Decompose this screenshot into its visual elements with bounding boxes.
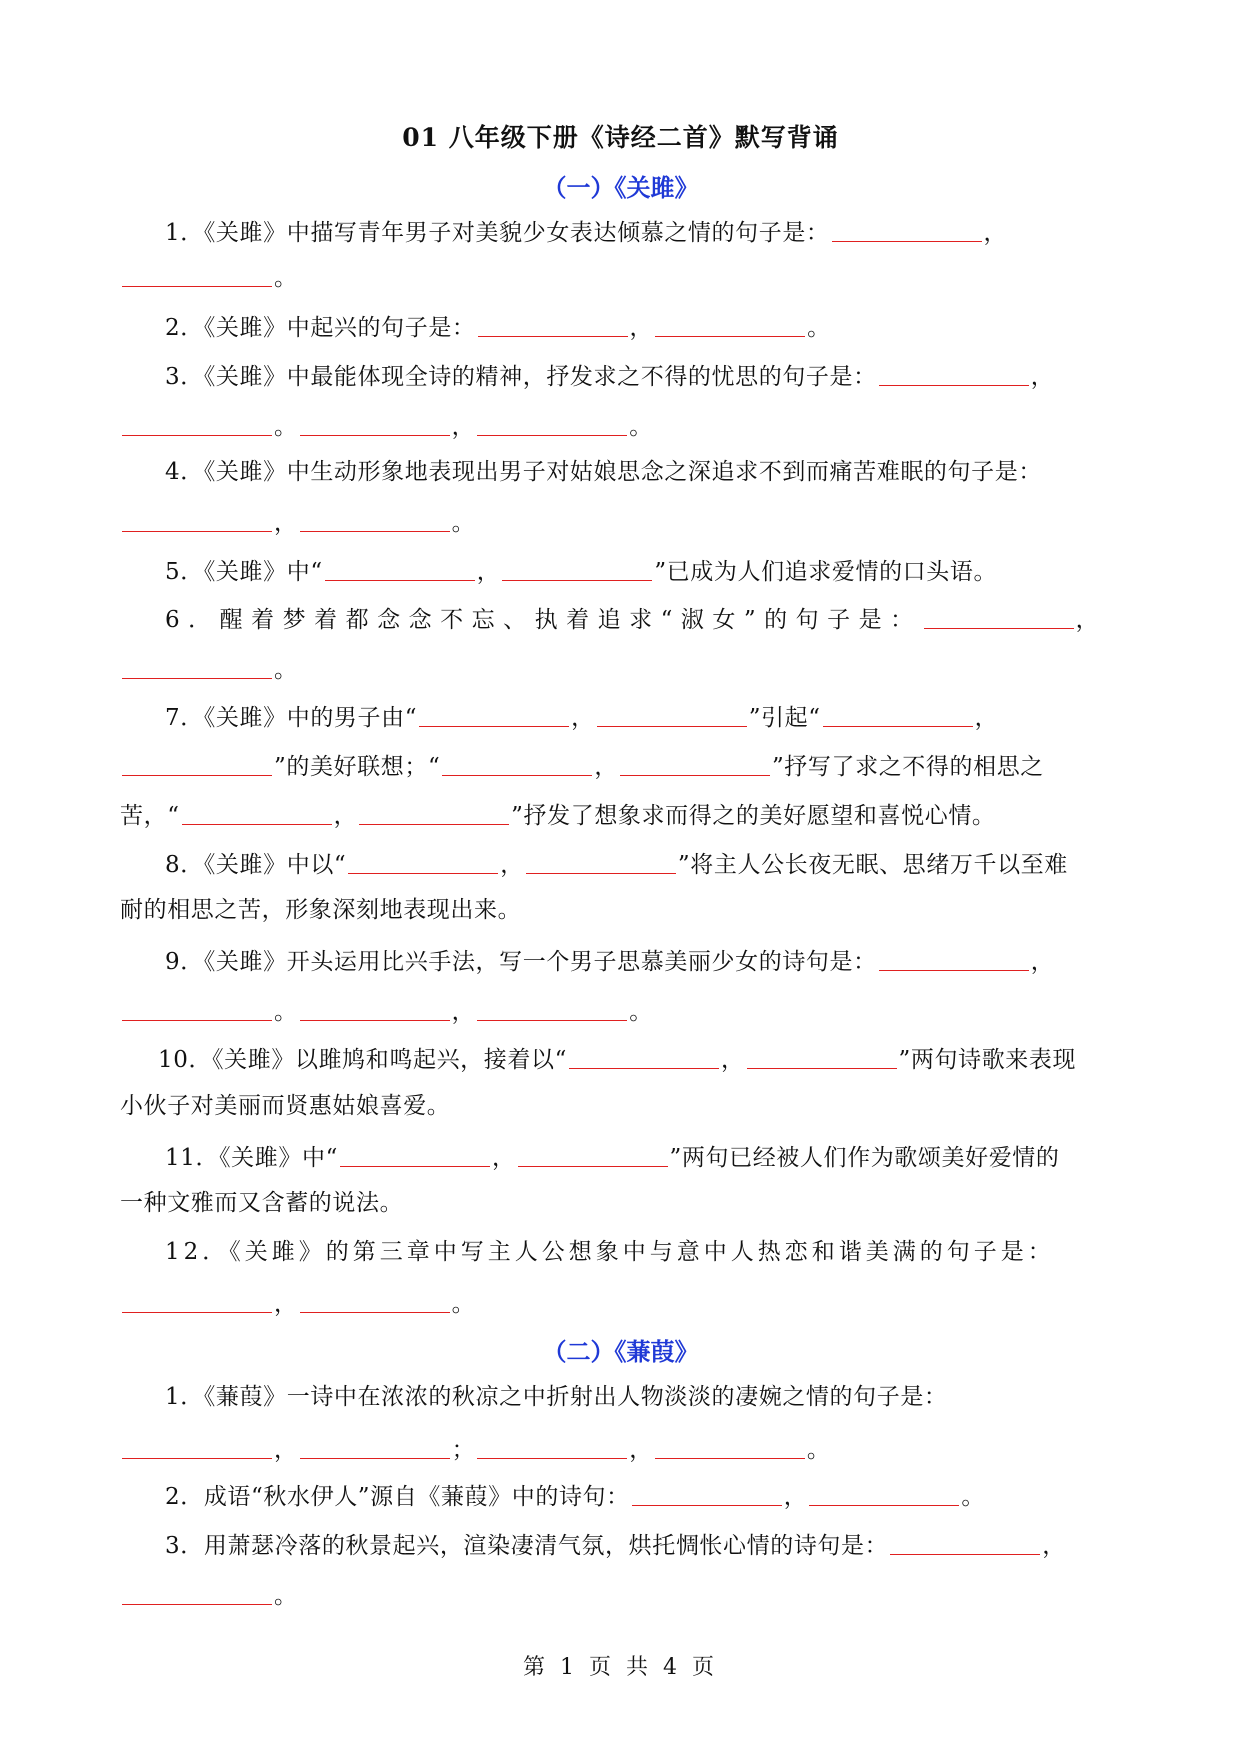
jianjia-question-3: 3．用萧瑟冷落的秋景起兴，渲染凄清气氛，烘托惆怅心情的诗句是： ， <box>165 1526 1130 1563</box>
answer-blank[interactable] <box>122 260 272 287</box>
question-10-cont: 小伙子对美丽而贤惠姑娘喜爱。 <box>120 1093 451 1119</box>
answer-blank[interactable] <box>359 798 509 825</box>
answer-blank[interactable] <box>879 944 1029 971</box>
answer-blank[interactable] <box>300 1286 450 1313</box>
jianjia-question-1-cont: ， ； ， 。 <box>120 1430 1130 1467</box>
question-6: 6．醒着梦着都念念不忘、执着追求“淑女”的句子是： ， <box>165 600 1130 637</box>
answer-blank[interactable] <box>526 847 676 874</box>
answer-blank[interactable] <box>477 409 627 436</box>
answer-blank[interactable] <box>655 1432 805 1459</box>
answer-blank[interactable] <box>632 1479 782 1506</box>
page-footer: 第 1 页 共 4 页 <box>523 1655 718 1680</box>
answer-blank[interactable] <box>477 1432 627 1459</box>
jianjia-question-3-cont: 。 <box>120 1576 1130 1613</box>
question-4: 4．《关雎》中生动形象地表现出男子对姑娘思念之深追求不到而痛苦难眠的句子是： <box>165 459 1042 485</box>
answer-blank[interactable] <box>478 310 628 337</box>
answer-blank[interactable] <box>122 1432 272 1459</box>
answer-blank[interactable] <box>300 1432 450 1459</box>
question-4-cont: ， 。 <box>120 503 1130 540</box>
answer-blank[interactable] <box>747 1042 897 1069</box>
question-10: 10．《关雎》以雎鸠和鸣起兴，接着以“ ， ”两句诗歌来表现 <box>158 1040 1168 1077</box>
question-8-cont: 耐的相思之苦，形象深刻地表现出来。 <box>120 897 522 923</box>
answer-blank[interactable] <box>122 749 272 776</box>
answer-blank[interactable] <box>924 602 1074 629</box>
question-11-cont: 一种文雅而又含蓄的说法。 <box>120 1190 404 1216</box>
answer-blank[interactable] <box>477 994 627 1021</box>
answer-blank[interactable] <box>122 409 272 436</box>
answer-blank[interactable] <box>569 1042 719 1069</box>
jianjia-question-2: 2．成语“秋水伊人”源自《蒹葭》中的诗句： ， 。 <box>165 1477 1130 1514</box>
section-heading-jianjia: （二）《蒹葭》 <box>542 1337 699 1366</box>
question-5: 5．《关雎》中“ ， ”已成为人们追求爱情的口头语。 <box>165 552 1130 589</box>
question-2: 2．《关雎》中起兴的句子是： ， 。 <box>165 308 1130 345</box>
answer-blank[interactable] <box>348 847 498 874</box>
question-12-cont: ， 。 <box>120 1284 1130 1321</box>
answer-blank[interactable] <box>182 798 332 825</box>
question-9: 9．《关雎》开头运用比兴手法，写一个男子思慕美丽少女的诗句是： ， <box>165 942 1130 979</box>
answer-blank[interactable] <box>620 749 770 776</box>
section-heading-guanju: （一）《关雎》 <box>542 173 699 202</box>
question-7-cont: ”的美好联想；“ ， ”抒写了求之不得的相思之 <box>120 747 1130 784</box>
answer-blank[interactable] <box>502 554 652 581</box>
answer-blank[interactable] <box>340 1140 490 1167</box>
answer-blank[interactable] <box>122 994 272 1021</box>
answer-blank[interactable] <box>597 700 747 727</box>
question-1: 1．《关雎》中描写青年男子对美貌少女表达倾慕之情的句子是： ， <box>165 213 1130 250</box>
answer-blank[interactable] <box>300 505 450 532</box>
question-1-cont: 。 <box>120 258 1130 295</box>
answer-blank[interactable] <box>122 1578 272 1605</box>
answer-blank[interactable] <box>879 359 1029 386</box>
question-12: 12．《关雎》的第三章中写主人公想象中与意中人热恋和谐美满的句子是： <box>165 1239 1055 1265</box>
question-9-cont: 。 ， 。 <box>120 992 1130 1029</box>
question-7-cont2: 苦，“ ， ”抒发了想象求而得之的美好愿望和喜悦心情。 <box>120 796 1130 833</box>
answer-blank[interactable] <box>823 700 973 727</box>
question-8: 8．《关雎》中以“ ， ”将主人公长夜无眠、思绪万千以至难 <box>165 845 1130 882</box>
answer-blank[interactable] <box>890 1528 1040 1555</box>
question-3-cont: 。 ， 。 <box>120 407 1130 444</box>
question-7: 7．《关雎》中的男子由“ ， ”引起“ ， <box>165 698 1130 735</box>
answer-blank[interactable] <box>122 1286 272 1313</box>
jianjia-question-1: 1．《蒹葭》一诗中在浓浓的秋凉之中折射出人物淡淡的凄婉之情的句子是： <box>165 1384 948 1410</box>
question-6-cont: 。 <box>120 650 1130 687</box>
question-11: 11．《关雎》中“ ， ”两句已经被人们作为歌颂美好爱情的 <box>165 1138 1130 1175</box>
answer-blank[interactable] <box>300 994 450 1021</box>
answer-blank[interactable] <box>325 554 475 581</box>
answer-blank[interactable] <box>442 749 592 776</box>
question-3: 3．《关雎》中最能体现全诗的精神，抒发求之不得的忧思的句子是： ， <box>165 357 1130 394</box>
answer-blank[interactable] <box>809 1479 959 1506</box>
answer-blank[interactable] <box>832 215 982 242</box>
answer-blank[interactable] <box>122 652 272 679</box>
answer-blank[interactable] <box>655 310 805 337</box>
answer-blank[interactable] <box>518 1140 668 1167</box>
answer-blank[interactable] <box>419 700 569 727</box>
answer-blank[interactable] <box>122 505 272 532</box>
answer-blank[interactable] <box>300 409 450 436</box>
page-title: 01 八年级下册《诗经二首》默写背诵 <box>402 123 839 152</box>
